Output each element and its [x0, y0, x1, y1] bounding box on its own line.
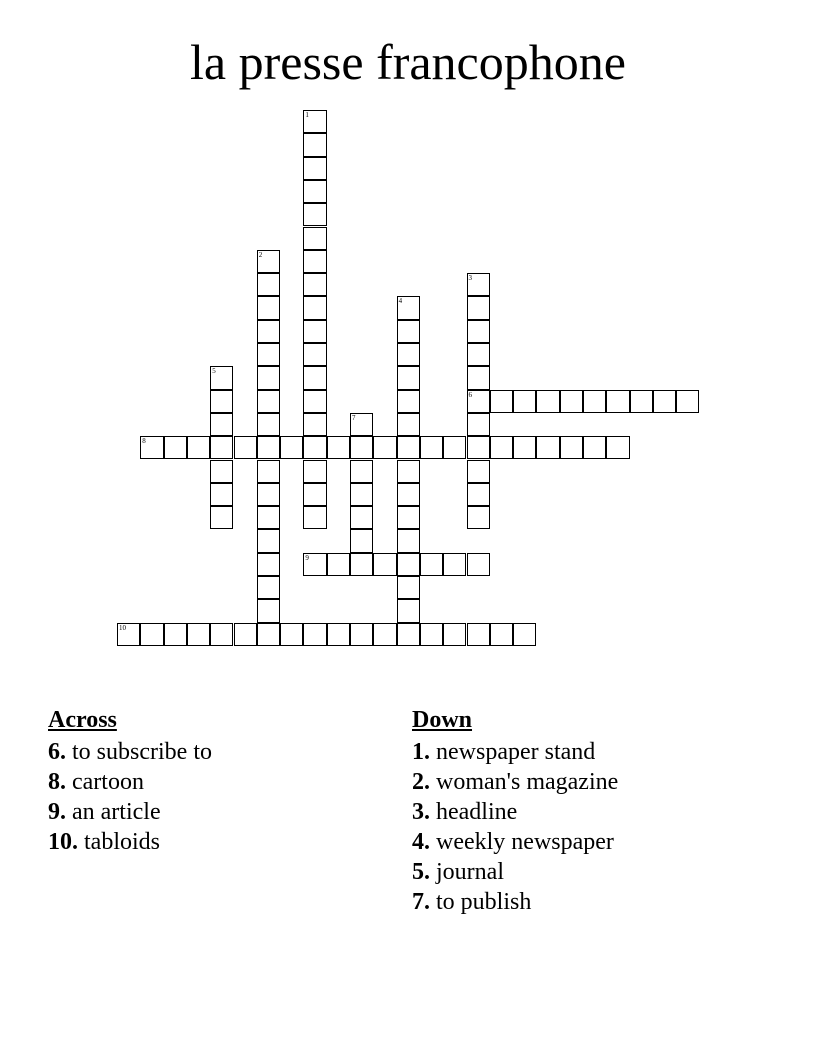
- grid-cell[interactable]: [397, 296, 420, 319]
- grid-cell[interactable]: [420, 436, 443, 459]
- grid-cell[interactable]: [164, 623, 187, 646]
- grid-cell[interactable]: [397, 320, 420, 343]
- grid-cell[interactable]: [303, 203, 326, 226]
- grid-cell[interactable]: [257, 366, 280, 389]
- grid-cell[interactable]: [280, 623, 303, 646]
- grid-cell[interactable]: [303, 506, 326, 529]
- clue-across-8: [48, 767, 212, 797]
- grid-cell[interactable]: [257, 483, 280, 506]
- grid-cell[interactable]: [257, 320, 280, 343]
- grid-cell[interactable]: [350, 623, 373, 646]
- grid-cell[interactable]: [397, 483, 420, 506]
- grid-cell[interactable]: [210, 413, 233, 436]
- grid-cell[interactable]: [443, 553, 466, 576]
- grid-cell[interactable]: [397, 599, 420, 622]
- grid-cell[interactable]: [164, 436, 187, 459]
- grid-cell[interactable]: [373, 553, 396, 576]
- grid-cell[interactable]: [467, 343, 490, 366]
- cell-number: 9: [305, 553, 309, 562]
- grid-cell[interactable]: [513, 436, 536, 459]
- clue-text: journal: [436, 859, 504, 885]
- clue-number: 4.: [412, 829, 430, 855]
- grid-cell[interactable]: [327, 553, 350, 576]
- grid-cell[interactable]: [373, 623, 396, 646]
- grid-cell[interactable]: [303, 553, 326, 576]
- grid-cell[interactable]: [467, 623, 490, 646]
- grid-cell[interactable]: [397, 529, 420, 552]
- grid-cell[interactable]: [257, 413, 280, 436]
- puzzle-title: la presse francophone: [190, 34, 626, 90]
- grid-cell[interactable]: [350, 506, 373, 529]
- grid-cell[interactable]: [234, 436, 257, 459]
- clue-down-7: [412, 887, 618, 917]
- grid-cell[interactable]: [397, 576, 420, 599]
- grid-cell[interactable]: [467, 296, 490, 319]
- grid-cell[interactable]: [467, 460, 490, 483]
- grid-cell[interactable]: [117, 623, 140, 646]
- grid-cell[interactable]: [350, 483, 373, 506]
- grid-cell[interactable]: [210, 366, 233, 389]
- grid-cell[interactable]: [303, 343, 326, 366]
- grid-cell[interactable]: [234, 623, 257, 646]
- clue-down-5: [412, 857, 618, 887]
- clue-text: to publish: [436, 889, 532, 915]
- clue-number: 2.: [412, 769, 430, 795]
- clue-text: weekly newspaper: [436, 829, 614, 855]
- grid-cell[interactable]: [467, 390, 490, 413]
- grid-cell[interactable]: [583, 436, 606, 459]
- grid-cell[interactable]: [303, 413, 326, 436]
- grid-cell[interactable]: [187, 623, 210, 646]
- grid-cell[interactable]: [397, 343, 420, 366]
- grid-cell[interactable]: [257, 273, 280, 296]
- grid-cell[interactable]: [350, 436, 373, 459]
- clue-text: an article: [72, 799, 161, 825]
- grid-cell[interactable]: [257, 506, 280, 529]
- cell-number: 3: [468, 274, 472, 283]
- cell-number: 8: [142, 437, 146, 446]
- clue-across-9: [48, 797, 212, 827]
- grid-cell[interactable]: [513, 390, 536, 413]
- grid-cell[interactable]: [676, 390, 699, 413]
- grid-cell[interactable]: [303, 366, 326, 389]
- grid-cell[interactable]: [303, 320, 326, 343]
- clue-number: 1.: [412, 739, 430, 765]
- cell-number: 6: [468, 390, 472, 399]
- grid-cell[interactable]: [303, 436, 326, 459]
- clue-across-10: [48, 827, 212, 857]
- grid-cell[interactable]: [303, 157, 326, 180]
- cell-number: 7: [352, 413, 356, 422]
- clue-number: 3.: [412, 799, 430, 825]
- grid-cell[interactable]: [397, 553, 420, 576]
- grid-cell[interactable]: [630, 390, 653, 413]
- grid-cell[interactable]: [257, 343, 280, 366]
- clue-across-6: [48, 737, 212, 767]
- grid-cell[interactable]: [467, 413, 490, 436]
- grid-cell[interactable]: [257, 576, 280, 599]
- grid-cell[interactable]: [397, 436, 420, 459]
- down-heading: Down: [412, 707, 473, 733]
- grid-cell[interactable]: [257, 599, 280, 622]
- grid-cell[interactable]: [467, 366, 490, 389]
- cell-number: 2: [258, 250, 263, 259]
- grid-cell[interactable]: [303, 460, 326, 483]
- grid-cell[interactable]: [560, 436, 583, 459]
- grid-cell[interactable]: [397, 366, 420, 389]
- grid-cell[interactable]: [303, 273, 326, 296]
- grid-cell[interactable]: [583, 390, 606, 413]
- grid-cell[interactable]: [350, 413, 373, 436]
- clue-number: 10.: [48, 829, 78, 855]
- grid-cell[interactable]: [420, 623, 443, 646]
- cell-number: 10: [119, 623, 126, 632]
- grid-cell[interactable]: [257, 436, 280, 459]
- clue-number: 9.: [48, 799, 66, 825]
- grid-cell[interactable]: [467, 553, 490, 576]
- clue-text: headline: [436, 799, 518, 825]
- clue-text: cartoon: [72, 769, 144, 795]
- grid-cell[interactable]: [210, 436, 233, 459]
- grid-cell[interactable]: [443, 436, 466, 459]
- grid-cell[interactable]: [490, 623, 513, 646]
- grid-cell[interactable]: [303, 110, 326, 133]
- grid-cell[interactable]: [303, 483, 326, 506]
- cell-number: 5: [212, 367, 216, 376]
- grid-cell[interactable]: [257, 296, 280, 319]
- across-clues: [48, 705, 212, 857]
- clue-number: 5.: [412, 859, 430, 885]
- grid-cell[interactable]: [606, 436, 629, 459]
- clue-number: 7.: [412, 889, 430, 915]
- grid-cell[interactable]: [303, 296, 326, 319]
- grid-cell[interactable]: [467, 320, 490, 343]
- grid-cell[interactable]: [303, 250, 326, 273]
- grid-cell[interactable]: [606, 390, 629, 413]
- grid-cell[interactable]: [350, 529, 373, 552]
- grid-cell[interactable]: [397, 460, 420, 483]
- grid-cell[interactable]: [140, 623, 163, 646]
- grid-cell[interactable]: [257, 460, 280, 483]
- grid-cell[interactable]: [513, 623, 536, 646]
- grid-cell[interactable]: [560, 390, 583, 413]
- grid-cell[interactable]: [350, 460, 373, 483]
- grid-cell[interactable]: [257, 250, 280, 273]
- clue-text: newspaper stand: [436, 739, 596, 765]
- grid-cell[interactable]: [397, 623, 420, 646]
- grid-cell[interactable]: [536, 390, 559, 413]
- clue-number: 6.: [48, 739, 66, 765]
- grid-cell[interactable]: [140, 436, 163, 459]
- grid-cell[interactable]: [490, 390, 513, 413]
- grid-cell[interactable]: [397, 506, 420, 529]
- clue-text: tabloids: [84, 829, 160, 855]
- grid-cell[interactable]: [327, 623, 350, 646]
- grid-cell[interactable]: [397, 390, 420, 413]
- grid-cell[interactable]: [303, 390, 326, 413]
- cell-number: 4: [398, 297, 403, 306]
- grid-cell[interactable]: [303, 133, 326, 156]
- clue-down-3: [412, 797, 618, 827]
- grid-cell[interactable]: [257, 553, 280, 576]
- down-clues: [412, 705, 618, 917]
- grid-cell[interactable]: [303, 623, 326, 646]
- grid-cell[interactable]: [210, 390, 233, 413]
- across-heading: Across: [48, 707, 117, 733]
- grid-cell[interactable]: [490, 436, 513, 459]
- clue-down-2: [412, 767, 618, 797]
- grid-cell[interactable]: [303, 227, 326, 250]
- clue-down-4: [412, 827, 618, 857]
- grid-cell[interactable]: [280, 436, 303, 459]
- grid-cell[interactable]: [303, 180, 326, 203]
- grid-cell[interactable]: [467, 506, 490, 529]
- grid-cell[interactable]: [467, 483, 490, 506]
- grid-cell[interactable]: [467, 273, 490, 296]
- clue-down-1: [412, 737, 618, 767]
- grid-cell[interactable]: [373, 436, 396, 459]
- grid-cell[interactable]: [443, 623, 466, 646]
- grid-cell[interactable]: [397, 413, 420, 436]
- grid-cell[interactable]: [210, 483, 233, 506]
- grid-cell[interactable]: [257, 623, 280, 646]
- grid-cell[interactable]: [210, 623, 233, 646]
- cell-number: 1: [305, 111, 309, 119]
- grid-cell[interactable]: [327, 436, 350, 459]
- grid-cell[interactable]: [210, 506, 233, 529]
- clue-text: to subscribe to: [72, 739, 212, 765]
- grid-cell[interactable]: [187, 436, 210, 459]
- grid-cell[interactable]: [653, 390, 676, 413]
- grid-cell[interactable]: [420, 553, 443, 576]
- clue-number: 8.: [48, 769, 66, 795]
- grid-cell[interactable]: [257, 529, 280, 552]
- grid-cell[interactable]: [467, 436, 490, 459]
- grid-cell[interactable]: [257, 390, 280, 413]
- grid-cell[interactable]: [350, 553, 373, 576]
- grid-cell[interactable]: [536, 436, 559, 459]
- clue-text: woman's magazine: [436, 769, 619, 795]
- grid-cell[interactable]: [210, 460, 233, 483]
